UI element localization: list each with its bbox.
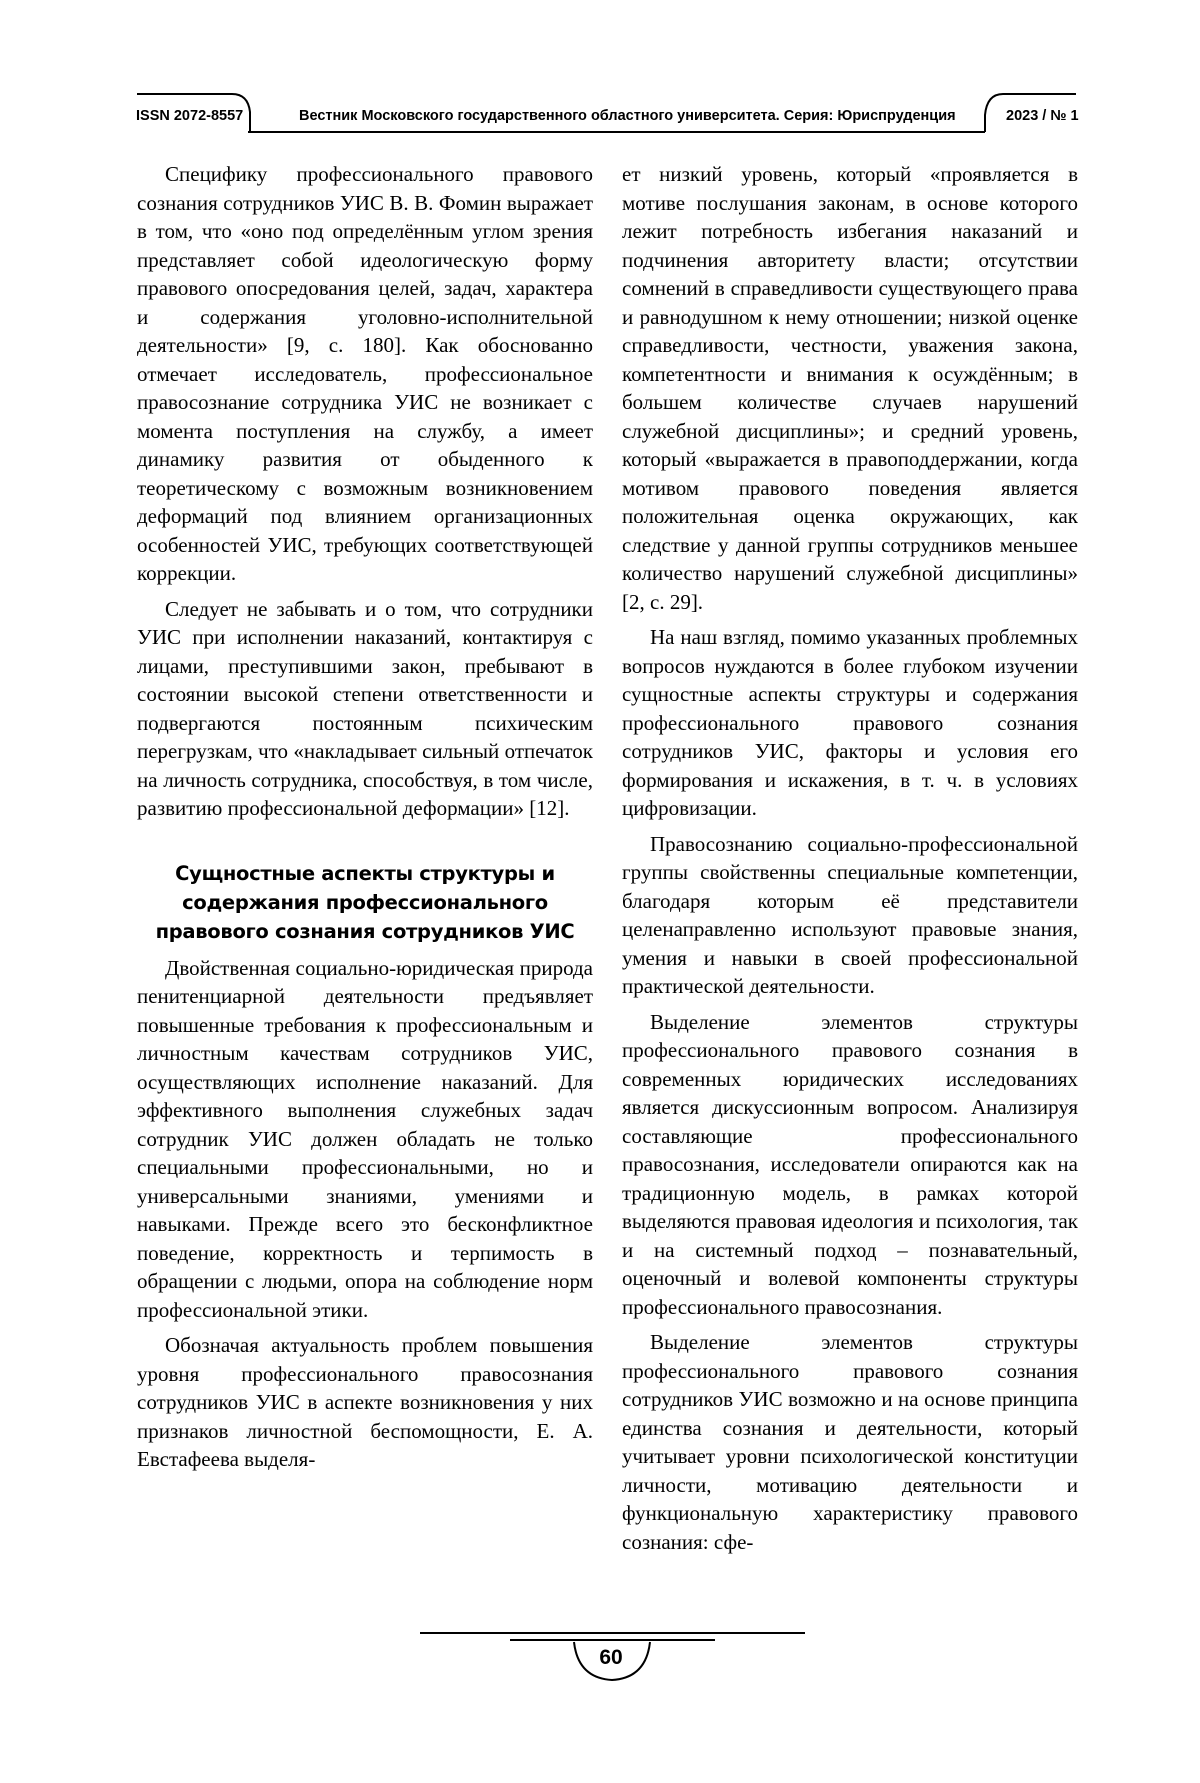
paragraph: Специфику профессионального правового сознания сотрудников УИС В. В. Фомин выражает в том, что «оно под определённым углом зрения представляет собой идеологическую форму правового опосредования целей, задач, характера и содержания уголовно-исполнительной деятельности» [9, с. 180]. Как обоснованно отмечает исследователь, профессиональное правосознание сотрудника УИС не возникает с момента поступления на службу, а имеет динамику развития от обыденного к теоретическому с возможным возникновением деформаций под влиянием организационных особенностей УИС, требующих соответствующей коррекции. xyxy=(137,162,593,585)
issue-label: 2023 / № 1 xyxy=(1006,108,1079,124)
paragraph: Следует не забывать и о том, что сотрудники УИС при исполнении наказаний, контактируя с лицами, преступившими закон, пребывают в состоянии высокой степени ответственности и подвергаются постоянным психическим перегрузкам, что «накладывает сильный отпечаток на личность сотрудника, способствуя, в том числе, развитию профессиональной деформации» [12]. xyxy=(137,596,593,820)
paragraph: ет низкий уровень, который «проявляется в мотиве послушания законам, в основе которого лежит потребность избегания наказаний и подчинения авторитету власти; отсутствии сомнений в справедливости существующего права и равнодушном к нему отношении; низкой оценке справедливости, честности, уважения закона, компетентности и внимания к осуждённым; в большем количестве случаев нарушений служебной дисциплины»; и средний уровень, который «выражается в правоподдержании, когда мотивом правового поведения является положительная оценка окружающих, как следствие у данной группы сотрудников меньшее количество нарушений служебной дисциплины» [2, с. 29]. xyxy=(622,162,1078,614)
paragraph: Выделение элементов структуры профессионального правового сознания сотрудников УИС возможно и на основе принципа единства сознания и деятельности, который учитывает уровни психологической конституции личности, мотивацию деятельности и функциональную характеристику правового сознания: сфе- xyxy=(622,1330,1078,1554)
paragraph: Правосознанию социально-профессиональной группы свойственны специальные компетенции, благодаря которым её представители целенаправленно используют правовые знания, умения и навыки в своей профессиональной практической деятельности. xyxy=(622,831,1078,998)
paragraph: Обозначая актуальность проблем повышения уровня профессионального правосознания сотрудников УИС в аспекте возникновения у них признаков личностной беспомощности, Е. А. Евстафеева выделя- xyxy=(137,1333,593,1471)
journal-title: Вестник Московского государственного областного университета. Серия: Юриспруденция xyxy=(299,108,956,124)
left-column xyxy=(137,160,593,1481)
paragraph: Выделение элементов структуры профессионального правового сознания в современных юридических исследованиях является дискуссионным вопросом. Анализируя составляющие профессионального правосознания, исследователи опираются как на традиционную модель, в рамках которой выделяются правовая идеология и психология, так и на системный подход – познавательный, оценочный и волевой компоненты структуры профессионального правосознания. xyxy=(622,1009,1078,1319)
page-number: 60 xyxy=(599,1646,623,1669)
issn-label: ISSN 2072-8557 xyxy=(136,108,244,124)
section-heading: Сущностные аспекты структуры и содержания профессионального правового сознания сотрудников УИС xyxy=(155,861,575,943)
right-column xyxy=(622,160,1078,1563)
paragraph: Двойственная социально-юридическая природа пенитенциарной деятельности предъявляет повышенные требования к профессиональным и личностным качествам сотрудников УИС, осуществляющих исполнение наказаний. Для эффективного выполнения служебных задач сотрудник УИС должен обладать не только специальными профессиональными, но и универсальными знаниями, умениями и навыками. Прежде всего это бесконфликтное поведение, корректность и терпимость в обращении с людьми, опора на соблюдение норм профессиональной этики. xyxy=(137,955,593,1322)
paragraph: На наш взгляд, помимо указанных проблемных вопросов нуждаются в более глубоком изучении сущностные аспекты структуры и содержания профессионального правового сознания сотрудников УИС, факторы и условия его формирования и искажения, в т. ч. в условиях цифровизации. xyxy=(622,625,1078,820)
